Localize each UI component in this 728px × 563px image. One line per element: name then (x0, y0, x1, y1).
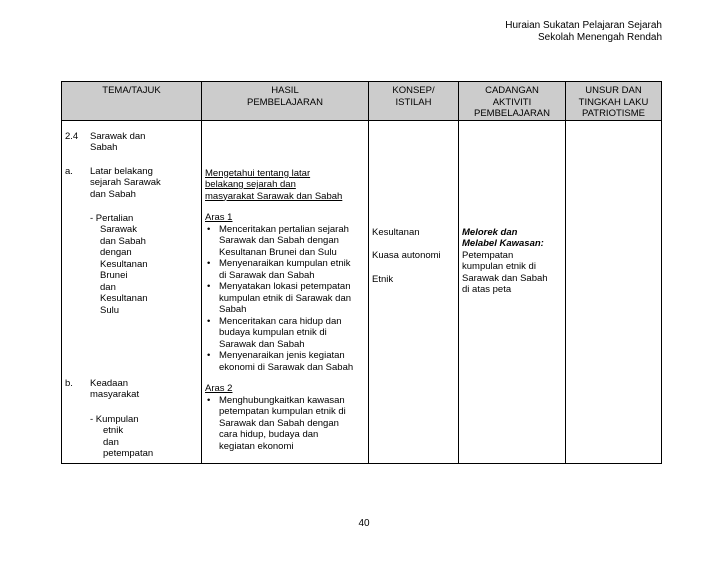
col-header-unsur: UNSUR DAN TINGKAH LAKU PATRIOTISME (566, 82, 662, 121)
aras-2-heading: Aras 2 (205, 383, 233, 394)
hasil-cell (202, 120, 369, 464)
section-number: 2.4 (65, 130, 79, 142)
list-item: • Menyatakan lokasi petempatan kumpulan etnik di Sarawak dan Sabah (207, 281, 352, 315)
item-b-label: b. (65, 377, 73, 389)
list-item: • Menyenaraikan kumpulan etnik di Sarawak dan Sabah (207, 258, 351, 281)
item-a-label: a. (65, 165, 73, 177)
list-item: • Menyenaraikan jenis kegiatan ekonomi di Sarawak dan Sabah (207, 350, 354, 373)
table-header-row (62, 82, 662, 121)
aras-1-heading: Aras 1 (205, 212, 233, 223)
table-body-row (62, 120, 662, 464)
col-header-hasil: HASIL PEMBELAJARAN (202, 82, 369, 121)
syllabus-table (61, 81, 662, 464)
page-number: 40 (358, 518, 370, 529)
header-line-2: Sekolah Menengah Rendah (538, 32, 662, 43)
aktiviti-cell (459, 120, 566, 464)
list-item: • Menghubungkaitkan kawasan petempatan kumpulan etnik di Sarawak dan Sabah dengan cara hidup, budaya dan kegiatan ekonomi (207, 394, 346, 452)
aras-2-list (205, 395, 365, 453)
konsep-cell (369, 120, 459, 464)
konsep-item: Kesultanan (372, 226, 420, 238)
aras-1-list (205, 224, 365, 374)
aktiviti-heading: Melorek dan Melabel Kawasan: (462, 226, 544, 249)
item-a-title: Latar belakang sejarah Sarawak dan Sabah (90, 165, 161, 200)
col-header-tema: TEMA/TAJUK (62, 82, 202, 121)
document-header (505, 20, 662, 44)
list-item: • Menceritakan pertalian sejarah Sarawak dan Sabah dengan Kesultanan Brunei dan Sulu (207, 223, 349, 258)
col-header-cadangan: CADANGAN AKTIVITI PEMBELAJARAN (459, 82, 566, 121)
konsep-item: Etnik (372, 273, 394, 285)
aktiviti-text: Petempatan kumpulan etnik di Sarawak dan Sabah di atas peta (462, 249, 548, 295)
item-b-sublist: - Kumpulan etnik dan petempatan (90, 413, 154, 459)
header-line-1: Huraian Sukatan Pelajaran Sejarah (505, 20, 662, 31)
tema-cell (62, 120, 202, 464)
list-item: • Menceritakan cara hidup dan budaya kumpulan etnik di Sarawak dan Sabah (207, 315, 342, 350)
unsur-cell (566, 120, 662, 464)
section-title: Sarawak dan Sabah (90, 130, 146, 153)
konsep-item: Kuasa autonomi (372, 250, 441, 261)
col-header-konsep: KONSEP/ ISTILAH (369, 82, 459, 121)
hasil-intro: Mengetahui tentang latar belakang sejarah dan masyarakat Sarawak dan Sabah (205, 167, 343, 202)
item-a-sublist: - Pertalian Sarawak dan Sabah dengan Kesultanan Brunei dan Kesultanan Sulu (90, 212, 148, 316)
item-b-title: Keadaan masyarakat (90, 377, 140, 400)
